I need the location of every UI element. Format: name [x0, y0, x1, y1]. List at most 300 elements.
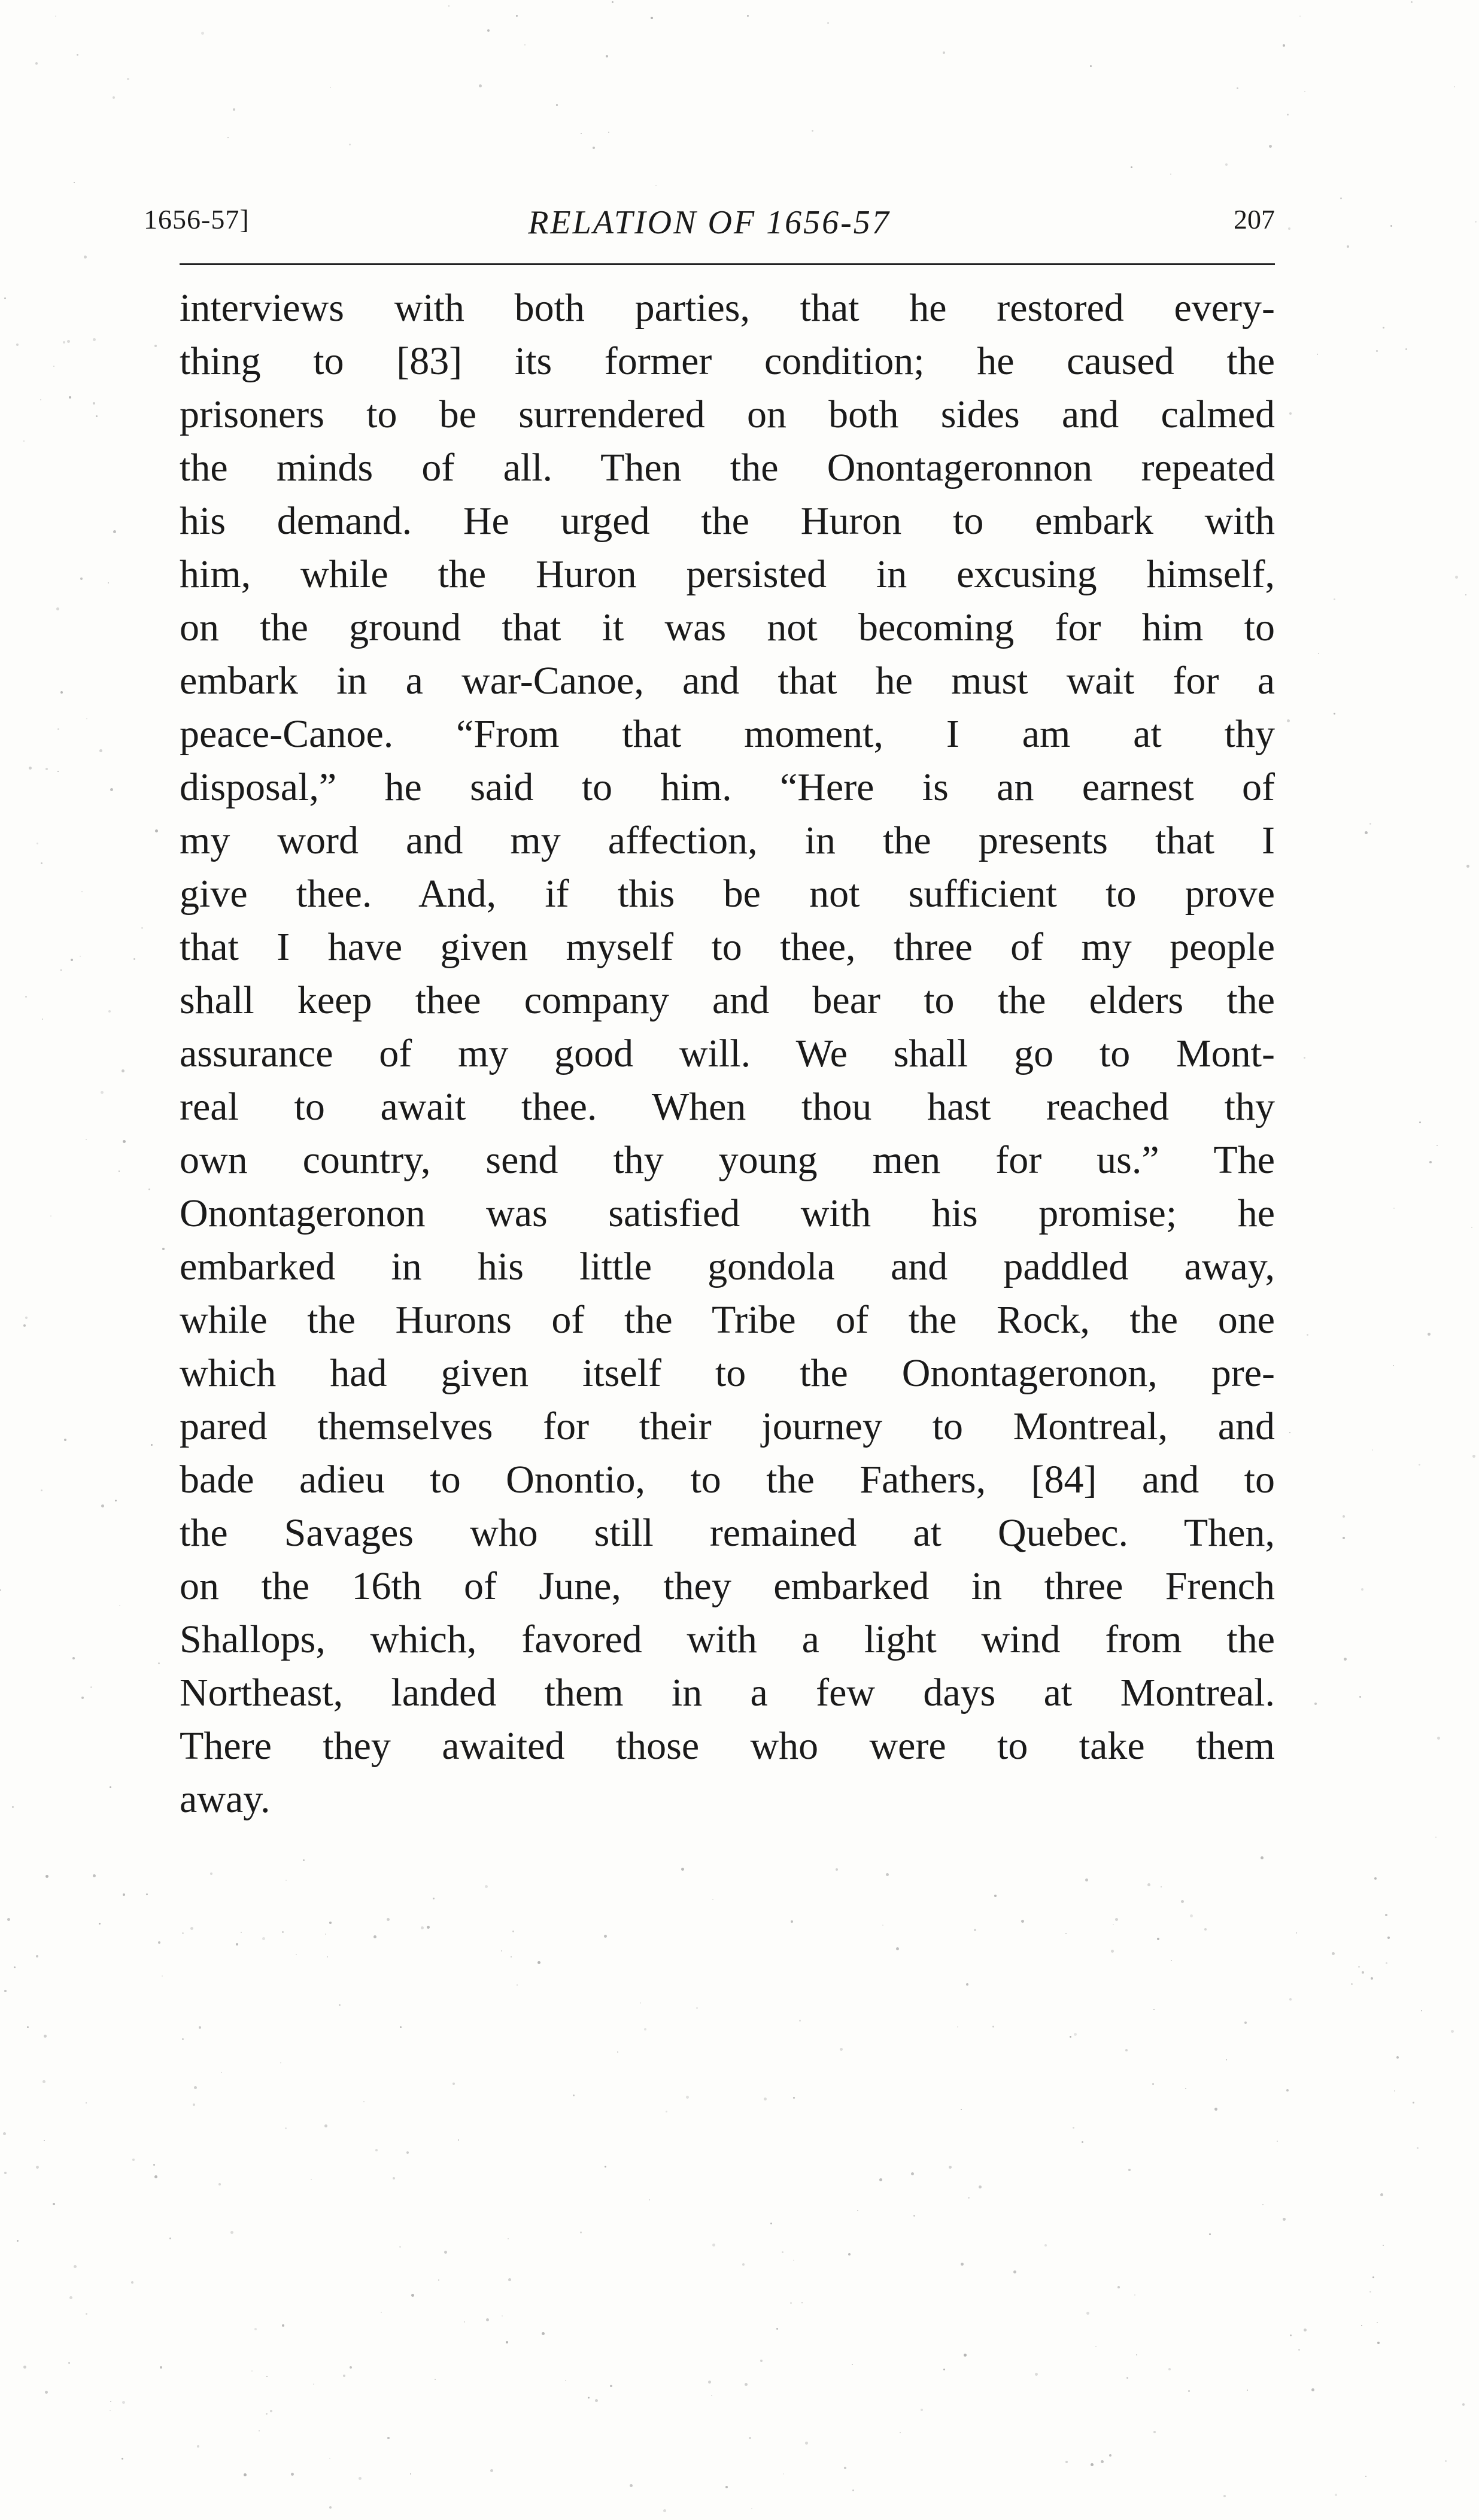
scan-speck — [63, 341, 65, 344]
scan-speck — [1168, 2368, 1171, 2370]
scan-speck — [511, 1956, 512, 1957]
scan-speck — [1287, 719, 1290, 722]
scan-speck — [286, 1880, 287, 1881]
scan-speck — [110, 1786, 111, 1788]
text-line: which had given itself to the Onontageronon, pre- — [180, 1351, 1275, 1395]
scan-speck — [517, 1984, 518, 1986]
scan-speck — [74, 182, 75, 183]
scan-speck — [725, 2486, 728, 2488]
scan-speck — [387, 2437, 390, 2439]
scan-speck — [1377, 2322, 1378, 2323]
scan-speck — [943, 51, 945, 54]
scan-speck — [1277, 2141, 1278, 2142]
scan-speck — [236, 1943, 238, 1946]
scan-speck — [1466, 865, 1469, 868]
scan-speck — [400, 2026, 402, 2028]
scan-speck — [86, 2102, 87, 2103]
text-line: his demand. He urged the Huron to embark with — [180, 499, 1275, 543]
scan-speck — [99, 749, 102, 752]
scan-speck — [325, 1934, 326, 1935]
scan-speck — [1013, 2270, 1016, 2273]
scan-speck — [1157, 1938, 1159, 1940]
scan-speck — [1304, 2329, 1307, 2331]
scan-speck — [411, 2294, 414, 2297]
scan-speck — [1365, 2476, 1366, 2477]
scan-speck — [329, 2506, 332, 2509]
scan-speck — [1334, 598, 1335, 600]
scan-speck — [805, 2442, 808, 2445]
scan-speck — [313, 2384, 314, 2385]
scan-speck — [1262, 2204, 1264, 2205]
scan-speck — [1209, 2233, 1211, 2235]
scan-speck — [1471, 1227, 1472, 1228]
scan-speck — [1237, 87, 1238, 89]
scan-speck — [836, 1868, 838, 1871]
text-line: pared themselves for their journey to Montreal, and — [180, 1405, 1275, 1448]
text-line: Shallops, which, favored with a light wind from the — [180, 1618, 1275, 1661]
scan-speck — [1419, 1464, 1420, 1466]
scan-speck — [745, 2383, 748, 2386]
scan-speck — [280, 2062, 281, 2063]
scan-speck — [1065, 2461, 1068, 2463]
scan-speck — [1021, 1920, 1024, 1923]
scan-speck — [444, 2251, 447, 2254]
scan-speck — [1387, 1937, 1390, 1939]
scan-speck — [1374, 1877, 1377, 1880]
scan-speck — [1126, 2377, 1128, 2379]
scan-speck — [1226, 2059, 1227, 2060]
scan-speck — [605, 2166, 606, 2168]
text-line: while the Hurons of the Tribe of the Rock, the one — [180, 1298, 1275, 1342]
scan-speck — [1134, 2294, 1135, 2296]
scan-speck — [349, 144, 351, 145]
scan-speck — [1358, 1966, 1360, 1968]
scan-speck — [421, 1926, 424, 1929]
scan-speck — [961, 2109, 962, 2110]
scan-speck — [50, 1215, 51, 1217]
scan-speck — [712, 1899, 713, 1900]
scan-speck — [119, 1605, 120, 1606]
scan-speck — [0, 1589, 1, 1591]
scan-speck — [1383, 2245, 1384, 2246]
scan-speck — [80, 577, 83, 580]
scan-speck — [1475, 221, 1477, 223]
scan-speck — [791, 1920, 793, 1923]
text-line: on the 16th of June, they embarked in three French — [180, 1564, 1275, 1608]
scan-speck — [169, 2238, 171, 2239]
scan-speck — [45, 768, 48, 770]
scan-speck — [1131, 166, 1132, 168]
scan-speck — [1082, 2141, 1083, 2143]
header-year-range: 1656-57] — [144, 204, 250, 235]
scan-speck — [201, 32, 204, 35]
scan-speck — [153, 2164, 155, 2166]
scan-speck — [593, 147, 595, 149]
scan-speck — [1437, 1737, 1440, 1740]
scan-speck — [1445, 2460, 1447, 2462]
scan-speck — [1419, 1121, 1421, 1123]
scan-speck — [852, 2489, 854, 2491]
scan-speck — [1372, 2276, 1374, 2278]
scan-speck — [1147, 1883, 1150, 1886]
scan-speck — [1371, 1977, 1373, 1980]
scan-speck — [81, 1697, 84, 1699]
scan-speck — [363, 2101, 365, 2102]
scan-speck — [1298, 2349, 1300, 2351]
scan-speck — [857, 2210, 858, 2211]
scan-speck — [1035, 2373, 1038, 2376]
scan-speck — [406, 2151, 409, 2154]
scan-speck — [16, 344, 19, 346]
scan-speck — [1111, 1950, 1114, 1953]
text-line: away. — [180, 1777, 271, 1821]
scan-speck — [86, 718, 87, 719]
scan-speck — [1117, 2286, 1120, 2288]
scan-speck — [696, 2007, 698, 2009]
scan-speck — [241, 1932, 242, 1933]
scan-speck — [799, 2020, 801, 2022]
scan-speck — [1465, 594, 1466, 595]
scan-speck — [148, 1188, 150, 1190]
scan-speck — [99, 1923, 101, 1925]
scan-speck — [1369, 2291, 1371, 2293]
scan-speck — [1451, 2030, 1454, 2033]
text-line: assurance of my good will. We shall go to Mont- — [180, 1032, 1275, 1075]
scan-speck — [1311, 2388, 1314, 2391]
scan-speck — [221, 2072, 222, 2073]
scan-speck — [1343, 1537, 1345, 1539]
scan-speck — [610, 2385, 612, 2387]
scan-speck — [1396, 2056, 1399, 2059]
scan-speck — [783, 2473, 784, 2475]
text-line: peace-Canoe. “From that moment, I am at thy — [180, 712, 1275, 756]
scan-speck — [1086, 2312, 1089, 2315]
scan-speck — [681, 1868, 684, 1871]
scan-speck — [1393, 1208, 1395, 1209]
scan-speck — [1074, 2033, 1077, 2036]
scan-speck — [1065, 1933, 1067, 1934]
scan-speck — [93, 402, 95, 405]
scan-speck — [663, 2509, 666, 2512]
scan-speck — [270, 2410, 272, 2412]
scan-speck — [1317, 354, 1318, 355]
scan-speck — [1307, 1334, 1308, 1336]
scan-speck — [848, 2253, 851, 2255]
scan-speck — [751, 2508, 752, 2509]
scan-speck — [64, 1439, 66, 1441]
scan-speck — [36, 2166, 39, 2169]
scan-speck — [72, 1657, 75, 1659]
text-line: Northeast, landed them in a few days at Montreal. — [180, 1671, 1275, 1715]
scan-speck — [42, 2080, 45, 2083]
scan-speck — [96, 415, 98, 417]
scan-speck — [132, 2159, 135, 2161]
scan-speck — [1380, 2193, 1383, 2196]
scan-speck — [1318, 653, 1319, 654]
running-header — [144, 203, 1275, 245]
text-line: the Savages who still remained at Quebec. Then, — [180, 1511, 1275, 1555]
scan-speck — [1171, 1960, 1172, 1961]
scan-speck — [254, 2328, 257, 2330]
scan-speck — [852, 2364, 853, 2365]
scan-speck — [227, 137, 229, 138]
scan-speck — [393, 2177, 395, 2179]
scan-speck — [131, 2281, 133, 2284]
text-line: the minds of all. Then the Onontageronnon repeated — [180, 446, 1275, 490]
scan-speck — [913, 2215, 915, 2217]
text-line: prisoners to be surrendered on both sides and calmed — [180, 393, 1275, 436]
scan-speck — [45, 2391, 48, 2394]
scan-speck — [1152, 2083, 1154, 2085]
scan-speck — [512, 1931, 514, 1932]
scan-speck — [119, 1171, 120, 1172]
scan-speck — [911, 2172, 914, 2175]
scan-speck — [330, 87, 331, 88]
scan-speck — [1101, 2460, 1104, 2463]
scan-speck — [244, 2473, 247, 2476]
scan-speck — [1113, 1924, 1114, 1925]
scan-speck — [71, 959, 73, 961]
scan-speck — [487, 29, 490, 32]
scan-speck — [285, 2127, 287, 2129]
text-line: that I have given myself to thee, three of my people — [180, 925, 1275, 969]
scan-speck — [101, 1091, 104, 1094]
scan-speck — [3, 2132, 6, 2135]
scan-speck — [1170, 174, 1171, 175]
scan-speck — [1115, 1918, 1118, 1921]
scan-speck — [1362, 1971, 1364, 1974]
scan-speck — [266, 2376, 268, 2377]
scan-speck — [303, 1859, 305, 1861]
scan-speck — [651, 17, 653, 19]
scan-speck — [1289, 412, 1292, 415]
scan-speck — [193, 2103, 195, 2106]
scan-speck — [122, 1069, 124, 1072]
scan-speck — [1269, 145, 1272, 148]
scan-speck — [69, 2296, 72, 2299]
scan-speck — [60, 969, 62, 971]
scan-speck — [1359, 1696, 1361, 1698]
scan-speck — [359, 2477, 362, 2480]
scan-speck — [580, 2232, 582, 2233]
scan-speck — [27, 2026, 29, 2028]
scan-speck — [1347, 245, 1349, 248]
scan-speck — [45, 1875, 48, 1878]
scan-speck — [311, 2179, 312, 2180]
text-line: embarked in his little gondola and paddled away, — [180, 1245, 1275, 1288]
scan-speck — [23, 2366, 26, 2369]
scan-speck — [1335, 2494, 1337, 2496]
scan-speck — [452, 2083, 455, 2085]
scan-speck — [1411, 1, 1413, 3]
scan-speck — [182, 2038, 184, 2040]
scan-speck — [127, 78, 129, 80]
scan-speck — [776, 2328, 778, 2330]
scan-speck — [1247, 2390, 1248, 2391]
scan-speck — [1188, 2390, 1190, 2392]
scan-speck — [1290, 2334, 1292, 2336]
scan-speck — [793, 2260, 794, 2261]
text-line: interviews with both parties, that he restored every- — [180, 286, 1275, 330]
scan-speck — [162, 1248, 165, 1250]
text-line: embark in a war-Canoe, and that he must wait for a — [180, 659, 1275, 703]
scan-speck — [25, 1317, 28, 1319]
text-line: thing to [83] its former condition; he caused the — [180, 339, 1275, 383]
scan-speck — [141, 927, 143, 929]
scan-speck — [115, 1500, 117, 1501]
scan-speck — [896, 1947, 899, 1950]
scan-speck — [233, 108, 235, 111]
scan-speck — [1185, 2088, 1186, 2089]
scan-speck — [957, 2026, 958, 2027]
scan-speck — [949, 2166, 952, 2169]
scan-speck — [448, 5, 450, 7]
scan-speck — [86, 1139, 87, 1140]
scan-speck — [1462, 2403, 1465, 2406]
scan-speck — [1204, 1928, 1207, 1931]
scan-speck — [110, 2401, 111, 2402]
scan-speck — [1435, 1837, 1437, 1838]
text-line: There they awaited those who were to take them — [180, 1724, 1275, 1768]
scan-speck — [943, 2369, 945, 2370]
scan-speck — [502, 2315, 503, 2317]
scan-speck — [964, 2354, 967, 2357]
scan-speck — [110, 2410, 111, 2411]
scan-speck — [844, 2467, 846, 2469]
scan-speck — [1283, 2218, 1286, 2221]
scan-speck — [900, 2432, 901, 2433]
scan-speck — [282, 1931, 284, 1933]
scan-speck — [197, 2445, 199, 2448]
header-rule — [180, 263, 1275, 265]
scan-speck — [1214, 2108, 1217, 2111]
scan-speck — [53, 2203, 55, 2205]
scan-speck — [387, 1918, 390, 1921]
scan-speck — [259, 2430, 260, 2431]
scan-speck — [708, 2381, 711, 2384]
scan-speck — [324, 2124, 327, 2127]
text-line: own country, send thy young men for us.” The — [180, 1138, 1275, 1182]
scan-speck — [1091, 2463, 1094, 2466]
text-line: disposal,” he said to him. “Here is an earnest of — [180, 765, 1275, 809]
scan-speck — [1393, 1365, 1394, 1366]
scan-speck — [155, 829, 158, 832]
scan-speck — [1225, 163, 1228, 166]
scan-speck — [7, 1918, 10, 1921]
scan-speck — [17, 2240, 19, 2242]
scan-speck — [1394, 2090, 1395, 2092]
scan-speck — [41, 862, 42, 864]
scan-speck — [1386, 1962, 1387, 1964]
scan-speck — [435, 2379, 436, 2380]
scan-speck — [146, 1893, 148, 1895]
scan-speck — [12, 1806, 14, 1808]
header-title: RELATION OF 1656-57 — [528, 204, 891, 241]
scan-speck — [506, 2341, 508, 2343]
scan-speck — [485, 1885, 488, 1888]
scan-speck — [882, 1925, 883, 1926]
scan-speck — [1351, 1983, 1353, 1985]
scan-speck — [251, 2370, 253, 2372]
scan-speck — [508, 2238, 509, 2239]
scan-speck — [158, 1941, 160, 1944]
scan-speck — [640, 2002, 641, 2004]
scan-speck — [458, 2139, 459, 2141]
scan-speck — [123, 1893, 125, 1896]
scan-speck — [793, 2097, 795, 2099]
scan-speck — [56, 607, 59, 610]
scan-speck — [565, 2380, 566, 2381]
scan-speck — [840, 2048, 843, 2051]
scan-speck — [1372, 1449, 1373, 1451]
scan-speck — [612, 1, 614, 3]
scan-speck — [44, 2140, 45, 2141]
scan-speck — [1090, 65, 1092, 67]
scan-speck — [1369, 823, 1371, 825]
scan-speck — [994, 1895, 997, 1897]
scan-speck — [1332, 1952, 1335, 1955]
scan-speck — [296, 1954, 297, 1955]
scan-speck — [608, 132, 609, 133]
scan-speck — [1299, 16, 1301, 17]
scan-speck — [537, 1961, 540, 1964]
scan-speck — [501, 1950, 502, 1951]
scan-speck — [479, 84, 482, 87]
scan-speck — [542, 2332, 545, 2335]
scan-speck — [742, 2263, 745, 2266]
scan-speck — [53, 366, 54, 367]
scan-speck — [1361, 2325, 1362, 2326]
page-number: 207 — [1234, 204, 1275, 235]
scan-speck — [573, 2095, 575, 2096]
scan-speck — [1286, 2089, 1289, 2092]
scan-speck — [1304, 1057, 1305, 1059]
scan-speck — [1383, 327, 1384, 329]
scan-speck — [29, 767, 32, 770]
scan-speck — [151, 1444, 153, 1446]
scan-speck — [1190, 1914, 1193, 1917]
scan-speck — [23, 440, 25, 442]
scan-speck — [1128, 2169, 1131, 2171]
scan-speck — [194, 2086, 197, 2089]
scan-speck — [1296, 1932, 1297, 1934]
scan-speck — [69, 396, 71, 399]
scan-speck — [1288, 227, 1290, 230]
scan-speck — [1334, 713, 1335, 715]
scan-speck — [588, 2397, 590, 2399]
scan-speck — [617, 2051, 618, 2053]
scan-speck — [666, 2111, 667, 2112]
scan-speck — [122, 2401, 125, 2404]
scan-speck — [57, 771, 59, 772]
scan-speck — [133, 958, 135, 960]
scan-speck — [464, 2321, 465, 2323]
scan-speck — [1044, 2244, 1047, 2247]
text-line: bade adieu to Onontio, to the Fathers, [84] and to — [180, 1458, 1275, 1501]
scan-speck — [1109, 2454, 1111, 2457]
scan-speck — [1437, 1145, 1438, 1146]
scan-speck — [44, 2035, 47, 2038]
scan-speck — [375, 2149, 378, 2151]
scan-speck — [1472, 1455, 1475, 1458]
scan-speck — [160, 2366, 162, 2369]
scan-speck — [81, 891, 83, 892]
scan-speck — [486, 2318, 489, 2321]
scan-speck — [262, 1937, 265, 1940]
scan-speck — [516, 15, 518, 17]
scan-speck — [40, 399, 41, 400]
scan-speck — [329, 1922, 332, 1924]
